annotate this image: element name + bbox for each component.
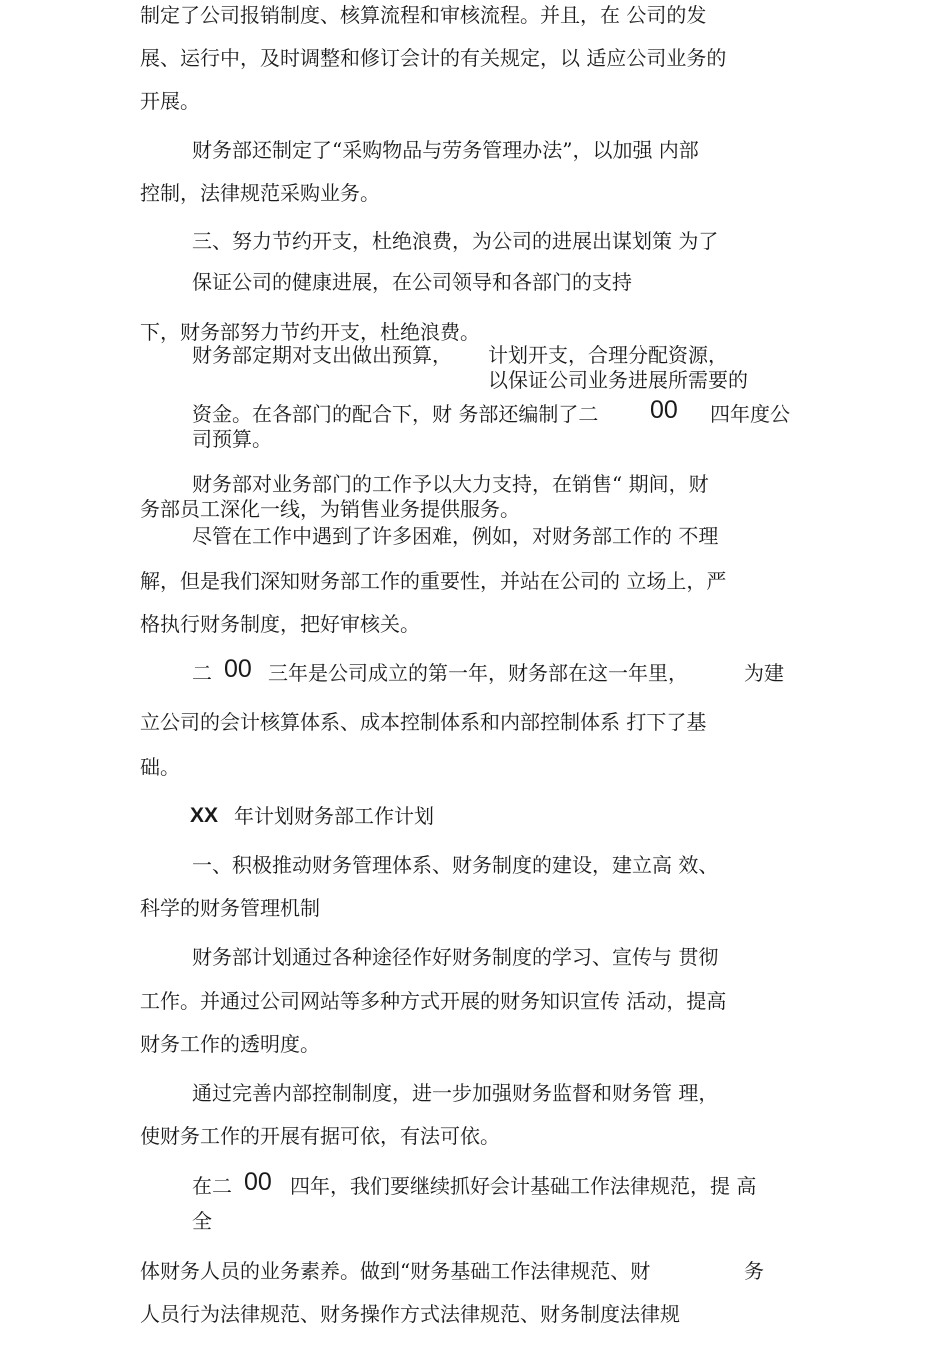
text-line: 财务部计划通过各种途径作好财务制度的学习、宣传与 贯彻 xyxy=(192,945,719,969)
text-line: 体财务人员的业务素养。做到“财务基础工作法律规范、财 xyxy=(140,1259,651,1283)
text-line: 务 xyxy=(744,1259,764,1283)
text-line: 三年是公司成立的第一年，财务部在这一年里， xyxy=(268,661,688,685)
text-number: 00 xyxy=(650,396,678,424)
text-line: 为建 xyxy=(744,661,784,685)
text-line: 二 xyxy=(192,661,212,685)
text-line: 四年，我们要继续抓好会计基础工作法律规范，提 高 xyxy=(290,1174,757,1198)
text-line: 格执行财务制度，把好审核关。 xyxy=(140,612,420,636)
text-line: 在二 xyxy=(192,1174,232,1198)
text-line: 工作。并通过公司网站等多种方式开展的财务知识宣传 活动，提高 xyxy=(140,989,727,1013)
text-line: 资金。在各部门的配合下，财 务部还编制了二 xyxy=(192,402,599,426)
text-number: 00 xyxy=(244,1168,272,1196)
text-line: 财务工作的透明度。 xyxy=(140,1032,320,1056)
text-line: 司预算。 xyxy=(192,427,272,451)
text-line: 财务部对业务部门的工作予以大力支持，在销售“ 期间，财 xyxy=(192,472,709,496)
text-line: 控制，法律规范采购业务。 xyxy=(140,181,380,205)
text-line: 立公司的会计核算体系、成本控制体系和内部控制体系 打下了基 xyxy=(140,710,707,734)
text-line: 财务部定期对支出做出预算， xyxy=(192,343,452,367)
text-line: 计划开支，合理分配资源， xyxy=(488,343,728,367)
text-line: 础。 xyxy=(140,755,180,779)
text-line: 使财务工作的开展有据可依，有法可依。 xyxy=(140,1124,500,1148)
text-line: 务部员工深化一线，为销售业务提供服务。 xyxy=(140,497,520,521)
text-line: 财务部还制定了“采购物品与劳务管理办法”，以加强 内部 xyxy=(192,138,699,162)
text-line: 四年度公 xyxy=(710,402,790,426)
heading-prefix: XX xyxy=(190,804,219,827)
text-line: 科学的财务管理机制 xyxy=(140,896,320,920)
text-line: 三、努力节约开支，杜绝浪费，为公司的进展出谋划策 为了 xyxy=(192,229,719,253)
text-line: 展、运行中，及时调整和修订会计的有关规定，以 适应公司业务的 xyxy=(140,46,727,70)
text-line: 全 xyxy=(192,1209,212,1233)
section-heading: 年计划财务部工作计划 xyxy=(234,804,434,828)
text-line: 尽管在工作中遇到了许多困难，例如，对财务部工作的 不理 xyxy=(192,524,719,548)
text-line: 一、积极推动财务管理体系、财务制度的建设，建立高 效、 xyxy=(192,853,719,877)
text-line: 保证公司的健康进展，在公司领导和各部门的支持 xyxy=(192,270,632,294)
text-line: 以保证公司业务进展所需要的 xyxy=(488,368,748,392)
text-line: 通过完善内部控制制度，进一步加强财务监督和财务管 理， xyxy=(192,1081,719,1105)
text-number: 00 xyxy=(224,655,252,683)
text-line: 开展。 xyxy=(140,89,200,113)
text-line: 制定了公司报销制度、核算流程和审核流程。并且，在 公司的发 xyxy=(140,3,707,27)
text-line: 下，财务部努力节约开支，杜绝浪费。 xyxy=(140,320,480,344)
text-line: 人员行为法律规范、财务操作方式法律规范、财务制度法律规 xyxy=(140,1302,680,1326)
text-line: 解，但是我们深知财务部工作的重要性，并站在公司的 立场上，严 xyxy=(140,569,727,593)
